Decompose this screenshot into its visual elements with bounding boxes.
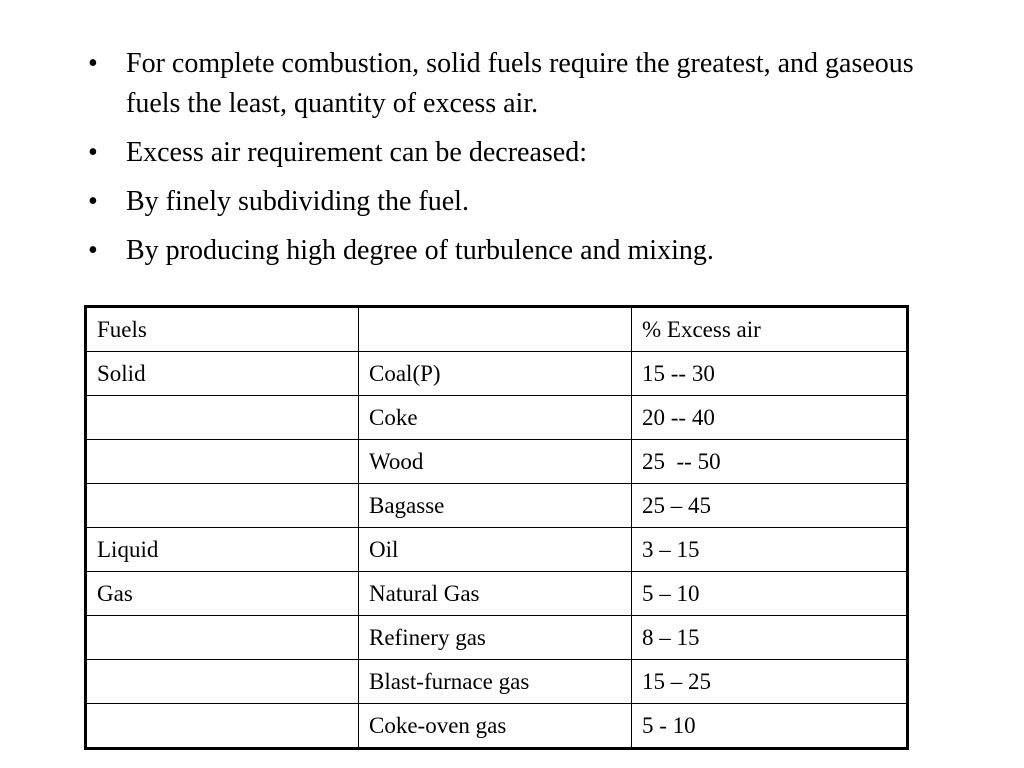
excess-air-cell: 3 – 15: [632, 528, 908, 572]
table-row: [86, 352, 908, 396]
bullet-dot: •: [88, 235, 98, 266]
header-fuels-cell: Fuels: [86, 307, 359, 352]
bullet-item: [88, 133, 928, 173]
fuel-type-cell: Oil: [359, 528, 632, 572]
table-row: [86, 660, 908, 704]
fuel-category-cell: Liquid: [86, 528, 359, 572]
bullet-text: By finely subdividing the fuel.: [126, 186, 469, 217]
excess-air-cell: 20 -- 40: [632, 396, 908, 440]
bullet-item: [88, 182, 928, 222]
table-row: [86, 440, 908, 484]
header-excess-air-cell: % Excess air: [632, 307, 908, 352]
table-row: [86, 572, 908, 616]
table-header-row: [86, 307, 908, 352]
bullet-list: [88, 44, 928, 280]
fuel-category-cell: [86, 440, 359, 484]
fuel-category-cell: [86, 660, 359, 704]
table-row: [86, 396, 908, 440]
bullet-item: [88, 231, 928, 271]
fuel-category-cell: [86, 396, 359, 440]
fuel-category-cell: [86, 484, 359, 528]
bullet-text: For complete combustion, solid fuels require the greatest, and gaseous fuels the least, quantity of excess air.: [126, 48, 914, 119]
fuel-type-cell: Coke-oven gas: [359, 704, 632, 749]
header-type-cell: [359, 307, 632, 352]
bullet-dot: •: [88, 48, 98, 79]
fuel-type-cell: Blast-furnace gas: [359, 660, 632, 704]
fuel-category-cell: Solid: [86, 352, 359, 396]
table-row: [86, 616, 908, 660]
excess-air-cell: 15 – 25: [632, 660, 908, 704]
bullet-dot: •: [88, 186, 98, 217]
table-row: [86, 484, 908, 528]
excess-air-table: [84, 305, 909, 750]
excess-air-cell: 25 -- 50: [632, 440, 908, 484]
excess-air-cell: 25 – 45: [632, 484, 908, 528]
fuel-category-cell: Gas: [86, 572, 359, 616]
excess-air-cell: 8 – 15: [632, 616, 908, 660]
excess-air-cell: 15 -- 30: [632, 352, 908, 396]
fuel-type-cell: Bagasse: [359, 484, 632, 528]
bullet-text: Excess air requirement can be decreased:: [126, 137, 587, 168]
table-row: [86, 704, 908, 749]
fuel-type-cell: Coal(P): [359, 352, 632, 396]
table-row: [86, 528, 908, 572]
bullet-item: [88, 44, 928, 124]
excess-air-cell: 5 - 10: [632, 704, 908, 749]
bullet-text: By producing high degree of turbulence and mixing.: [126, 235, 714, 266]
excess-air-cell: 5 – 10: [632, 572, 908, 616]
fuel-type-cell: Coke: [359, 396, 632, 440]
fuel-category-cell: [86, 616, 359, 660]
bullet-dot: •: [88, 137, 98, 168]
fuel-type-cell: Refinery gas: [359, 616, 632, 660]
fuel-type-cell: Natural Gas: [359, 572, 632, 616]
fuel-type-cell: Wood: [359, 440, 632, 484]
fuel-category-cell: [86, 704, 359, 749]
